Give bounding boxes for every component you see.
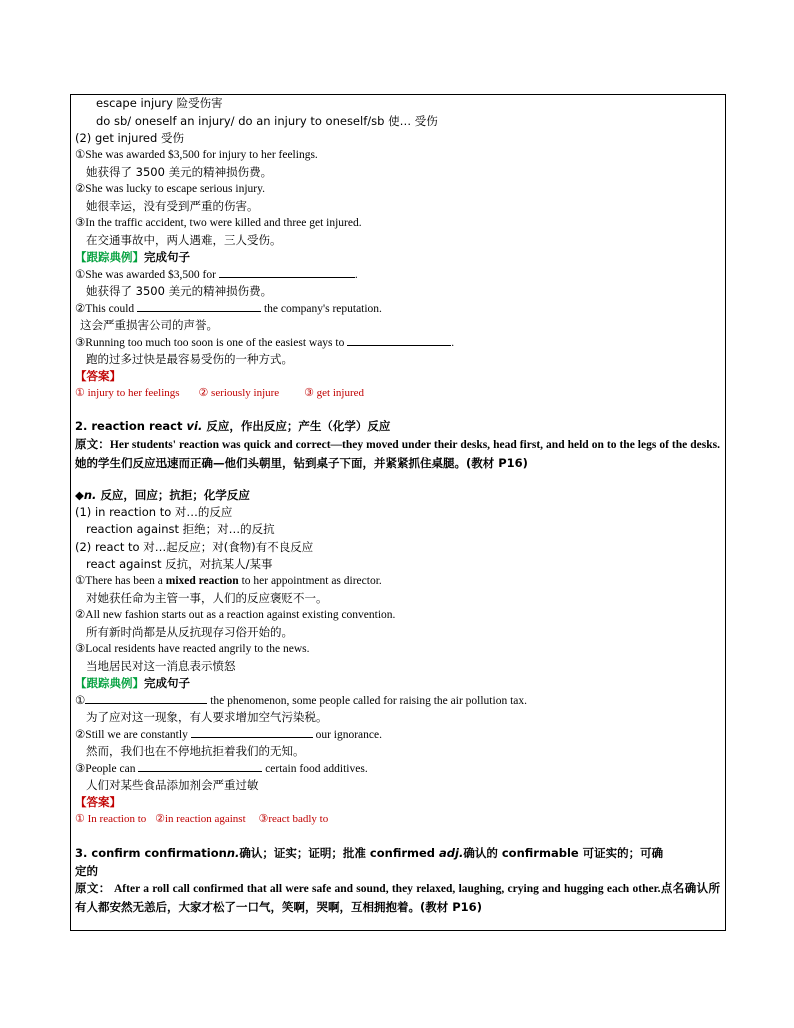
question-2-zh: 然而，我们也在不停地抗拒着我们的无知。 xyxy=(86,744,305,758)
answer-3: ③ get injured xyxy=(304,387,365,399)
example-1-end: to her appointment as director. xyxy=(241,575,382,587)
phrase-react-to: (2) react to 对…起反应；对(食物)有不良反应 xyxy=(75,540,314,554)
answer-3: ③react badly to xyxy=(258,813,329,825)
phrase-escape-injury: escape injury 险受伤害 xyxy=(96,96,223,110)
heading-words: 2. reaction react xyxy=(75,419,183,433)
heading-meaning: 确认；证实；证明；批准 confirmed xyxy=(239,846,436,860)
answer-blank[interactable] xyxy=(138,760,262,772)
section-2-heading xyxy=(75,418,390,435)
question-2 xyxy=(75,300,382,318)
example-2-zh: 所有新时尚都是从反抗现存习俗开始的。 xyxy=(86,625,293,639)
example-1-highlight: mixed reaction xyxy=(165,575,239,587)
answer-1: ① In reaction to xyxy=(75,813,147,825)
question-3-end: . xyxy=(451,337,455,349)
heading-meaning-2: 确认的 confirmable 可证实的；可确 xyxy=(463,846,664,860)
example-1-en: ①She was awarded $3,500 for injury to her feelings. xyxy=(75,149,318,161)
phrase-in-reaction-to: (1) in reaction to 对…的反应 xyxy=(75,505,233,519)
heading-words: 3. confirm confirmation xyxy=(75,846,227,860)
track-tag: 【跟踪典例】 xyxy=(75,676,144,690)
question-1 xyxy=(75,692,527,710)
original-text: Her students' reaction was quick and correct—they moved under their desks, head first, and held on to the legs of the desks. xyxy=(109,439,721,451)
question-1-end: the phenomenon, some people called for raising the air pollution tax. xyxy=(210,695,527,707)
original-translation: 她的学生们反应迅速而正确—他们头朝里，钻到桌子下面，并紧紧抓住桌腿。(教材 P16) xyxy=(75,456,528,470)
question-1-text: ① xyxy=(75,695,86,707)
track-label: 完成句子 xyxy=(144,676,190,690)
question-2 xyxy=(75,726,382,744)
example-3-zh: 在交通事故中，两人遇难，三人受伤。 xyxy=(86,233,282,247)
question-1-zh: 她获得了 3500 美元的精神损伤费。 xyxy=(86,284,273,298)
heading-meaning-3: 定的 xyxy=(75,864,98,878)
noun-pos: n. xyxy=(83,488,97,502)
track-heading xyxy=(75,249,190,266)
track-heading xyxy=(75,675,190,692)
question-3-zh: 人们对某些食品添加剂会严重过敏 xyxy=(86,778,259,792)
question-1 xyxy=(75,266,358,284)
question-2-end: the company's reputation. xyxy=(263,303,382,315)
noun-heading xyxy=(75,487,250,504)
section-2-original xyxy=(75,435,720,473)
section-3-original xyxy=(75,879,720,917)
answer-tag: 【答案】 xyxy=(75,795,121,809)
phrase-do-injury: do sb/ oneself an injury/ do an injury to oneself/sb 使… 受伤 xyxy=(96,114,438,128)
original-text: After a roll call confirmed that all were safe and sound, they relaxed, laughing, crying and hugging each other. xyxy=(110,883,661,895)
example-2-zh: 她很幸运，没有受到严重的伤害。 xyxy=(86,199,259,213)
phrase-react-against: react against 反抗，对抗某人/某事 xyxy=(86,557,273,571)
heading-pos-n: n. xyxy=(226,846,240,860)
original-label: 原文： xyxy=(75,437,110,451)
question-3-end: certain food additives. xyxy=(265,763,368,775)
example-2-en: ②All new fashion starts out as a reaction against existing convention. xyxy=(75,609,396,621)
answers xyxy=(75,385,364,402)
example-2-en: ②She was lucky to escape serious injury. xyxy=(75,183,266,195)
track-label: 完成句子 xyxy=(144,250,190,264)
question-3-text: ③People can xyxy=(75,763,136,775)
question-1-zh: 为了应对这一现象，有人要求增加空气污染税。 xyxy=(86,710,328,724)
question-3-zh: 跑的过多过快是最容易受伤的一种方式。 xyxy=(86,352,293,366)
answer-blank[interactable] xyxy=(137,300,261,312)
phrase-reaction-against: reaction against 拒绝；对…的反抗 xyxy=(86,522,275,536)
diamond-icon: ◆ xyxy=(75,488,84,502)
noun-meaning: 反应，回应；抗拒；化学反应 xyxy=(100,488,250,502)
heading-pos: vi. xyxy=(186,419,203,433)
question-2-text: ②Still we are constantly xyxy=(75,729,188,741)
answer-blank[interactable] xyxy=(219,266,355,278)
phrase-get-injured: (2) get injured 受伤 xyxy=(75,131,184,145)
example-1-start: ①There has been a xyxy=(75,575,163,587)
heading-meaning: 反应，作出反应；产生（化学）反应 xyxy=(206,419,391,433)
answer-blank[interactable] xyxy=(347,334,451,346)
example-3-zh: 当地居民对这一消息表示愤怒 xyxy=(86,659,236,673)
example-3-en: ③Local residents have reacted angrily to the news. xyxy=(75,643,310,655)
track-tag: 【跟踪典例】 xyxy=(75,250,144,264)
question-3-text: ③Running too much too soon is one of the easiest ways to xyxy=(75,337,345,349)
answer-blank[interactable] xyxy=(191,726,313,738)
heading-pos-adj: adj. xyxy=(439,846,464,860)
example-1-zh: 她获得了 3500 美元的精神损伤费。 xyxy=(86,165,273,179)
original-label: 原文： xyxy=(75,881,111,895)
answer-1: ① injury to her feelings xyxy=(75,387,180,399)
question-1-end: . xyxy=(354,269,358,281)
answer-2: ②in reaction against xyxy=(155,813,246,825)
answer-tag: 【答案】 xyxy=(75,369,121,383)
question-3 xyxy=(75,334,454,352)
question-2-end: our ignorance. xyxy=(315,729,382,741)
question-3 xyxy=(75,760,368,778)
example-1-en xyxy=(75,573,382,590)
question-1-text: ①She was awarded $3,500 for xyxy=(75,269,216,281)
original-translation: 点名确认所有人都安然无恙后，大家才松了一口气，笑啊，哭啊，互相拥抱着。(教材 P16) xyxy=(75,881,721,914)
section-3-heading xyxy=(75,844,720,880)
answer-2: ② seriously injure xyxy=(198,387,280,399)
question-2-zh: 这会严重损害公司的声誉。 xyxy=(80,318,218,332)
answer-blank[interactable] xyxy=(85,692,207,704)
question-2-text: ②This could xyxy=(75,303,135,315)
answers xyxy=(75,811,328,828)
example-1-zh: 对她获任命为主管一事，人们的反应褒贬不一。 xyxy=(86,591,328,605)
example-3-en: ③In the traffic accident, two were killed and three get injured. xyxy=(75,217,362,229)
